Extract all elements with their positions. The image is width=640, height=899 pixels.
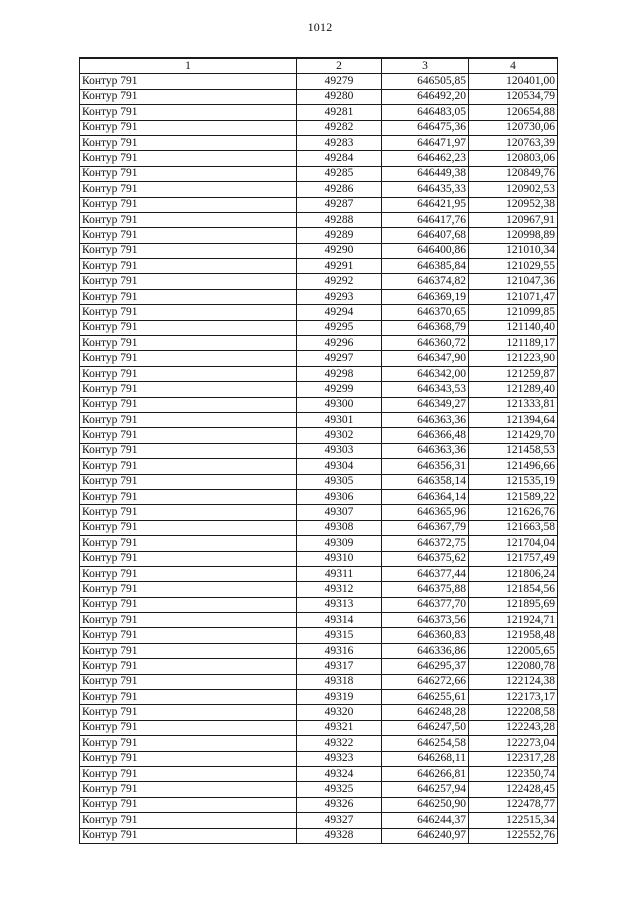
y-coordinate-cell: 121626,76 (469, 505, 558, 520)
table-row (80, 690, 558, 705)
x-coordinate-cell: 646421,95 (382, 197, 469, 212)
table-row (80, 166, 558, 181)
table-row (80, 613, 558, 628)
contour-cell: Контур 791 (80, 182, 297, 197)
table-row (80, 474, 558, 489)
contour-cell: Контур 791 (80, 643, 297, 658)
point-number-cell: 49322 (297, 736, 382, 751)
contour-cell: Контур 791 (80, 489, 297, 504)
x-coordinate-cell: 646248,28 (382, 705, 469, 720)
contour-cell: Контур 791 (80, 766, 297, 781)
contour-cell: Контур 791 (80, 566, 297, 581)
contour-cell: Контур 791 (80, 782, 297, 797)
contour-cell: Контур 791 (80, 582, 297, 597)
y-coordinate-cell: 122173,17 (469, 690, 558, 705)
contour-cell: Контур 791 (80, 228, 297, 243)
contour-cell: Контур 791 (80, 505, 297, 520)
point-number-cell: 49286 (297, 182, 382, 197)
y-coordinate-cell: 120534,79 (469, 89, 558, 104)
y-coordinate-cell: 121223,90 (469, 351, 558, 366)
contour-cell: Контур 791 (80, 459, 297, 474)
point-number-cell: 49313 (297, 597, 382, 612)
table-row (80, 766, 558, 781)
contour-cell: Контур 791 (80, 828, 297, 843)
x-coordinate-cell: 646375,62 (382, 551, 469, 566)
page-number: 1012 (307, 20, 333, 34)
table-row (80, 643, 558, 658)
y-coordinate-cell: 121757,49 (469, 551, 558, 566)
contour-cell: Контур 791 (80, 397, 297, 412)
contour-cell: Контур 791 (80, 736, 297, 751)
y-coordinate-cell: 121289,40 (469, 382, 558, 397)
point-number-cell: 49292 (297, 274, 382, 289)
table-row (80, 628, 558, 643)
y-coordinate-cell: 121394,64 (469, 412, 558, 427)
contour-cell: Контур 791 (80, 674, 297, 689)
contour-cell: Контур 791 (80, 259, 297, 274)
column-header-2: 2 (297, 58, 382, 74)
table-row (80, 182, 558, 197)
y-coordinate-cell: 121071,47 (469, 289, 558, 304)
x-coordinate-cell: 646342,00 (382, 366, 469, 381)
x-coordinate-cell: 646244,37 (382, 813, 469, 828)
y-coordinate-cell: 120952,38 (469, 197, 558, 212)
contour-cell: Контур 791 (80, 720, 297, 735)
table-row (80, 243, 558, 258)
contour-cell: Контур 791 (80, 412, 297, 427)
x-coordinate-cell: 646462,23 (382, 151, 469, 166)
contour-cell: Контур 791 (80, 243, 297, 258)
contour-cell: Контур 791 (80, 659, 297, 674)
table-row (80, 151, 558, 166)
table-row (80, 105, 558, 120)
y-coordinate-cell: 120998,89 (469, 228, 558, 243)
x-coordinate-cell: 646347,90 (382, 351, 469, 366)
y-coordinate-cell: 121047,36 (469, 274, 558, 289)
table-row (80, 813, 558, 828)
table-row (80, 782, 558, 797)
table-row (80, 736, 558, 751)
y-coordinate-cell: 120730,06 (469, 120, 558, 135)
y-coordinate-cell: 120849,76 (469, 166, 558, 181)
contour-cell: Контур 791 (80, 536, 297, 551)
point-number-cell: 49325 (297, 782, 382, 797)
x-coordinate-cell: 646360,83 (382, 628, 469, 643)
point-number-cell: 49315 (297, 628, 382, 643)
x-coordinate-cell: 646247,50 (382, 720, 469, 735)
point-number-cell: 49319 (297, 690, 382, 705)
table-row (80, 705, 558, 720)
contour-cell: Контур 791 (80, 105, 297, 120)
point-number-cell: 49318 (297, 674, 382, 689)
x-coordinate-cell: 646365,96 (382, 505, 469, 520)
x-coordinate-cell: 646363,36 (382, 443, 469, 458)
point-number-cell: 49296 (297, 336, 382, 351)
table-row (80, 135, 558, 150)
y-coordinate-cell: 121704,04 (469, 536, 558, 551)
point-number-cell: 49307 (297, 505, 382, 520)
point-number-cell: 49295 (297, 320, 382, 335)
contour-cell: Контур 791 (80, 135, 297, 150)
contour-cell: Контур 791 (80, 212, 297, 227)
contour-cell: Контур 791 (80, 289, 297, 304)
x-coordinate-cell: 646475,36 (382, 120, 469, 135)
point-number-cell: 49289 (297, 228, 382, 243)
x-coordinate-cell: 646483,05 (382, 105, 469, 120)
x-coordinate-cell: 646336,86 (382, 643, 469, 658)
table-row (80, 212, 558, 227)
x-coordinate-cell: 646360,72 (382, 336, 469, 351)
point-number-cell: 49309 (297, 536, 382, 551)
y-coordinate-cell: 121458,53 (469, 443, 558, 458)
x-coordinate-cell: 646266,81 (382, 766, 469, 781)
table-row (80, 443, 558, 458)
point-number-cell: 49294 (297, 305, 382, 320)
y-coordinate-cell: 121140,40 (469, 320, 558, 335)
y-coordinate-cell: 121099,85 (469, 305, 558, 320)
contour-cell: Контур 791 (80, 320, 297, 335)
y-coordinate-cell: 122478,77 (469, 797, 558, 812)
x-coordinate-cell: 646254,58 (382, 736, 469, 751)
point-number-cell: 49306 (297, 489, 382, 504)
y-coordinate-cell: 121806,24 (469, 566, 558, 581)
point-number-cell: 49298 (297, 366, 382, 381)
y-coordinate-cell: 121429,70 (469, 428, 558, 443)
x-coordinate-cell: 646471,97 (382, 135, 469, 150)
point-number-cell: 49293 (297, 289, 382, 304)
point-number-cell: 49288 (297, 212, 382, 227)
contour-cell: Контур 791 (80, 336, 297, 351)
table-row (80, 412, 558, 427)
x-coordinate-cell: 646385,84 (382, 259, 469, 274)
point-number-cell: 49303 (297, 443, 382, 458)
table-row (80, 505, 558, 520)
table-row (80, 520, 558, 535)
table-header-row (80, 58, 558, 74)
y-coordinate-cell: 121535,19 (469, 474, 558, 489)
y-coordinate-cell: 122552,76 (469, 828, 558, 843)
contour-cell: Контур 791 (80, 151, 297, 166)
table-row (80, 566, 558, 581)
x-coordinate-cell: 646257,94 (382, 782, 469, 797)
point-number-cell: 49308 (297, 520, 382, 535)
table-row (80, 120, 558, 135)
point-number-cell: 49283 (297, 135, 382, 150)
x-coordinate-cell: 646343,53 (382, 382, 469, 397)
table-row (80, 289, 558, 304)
x-coordinate-cell: 646368,79 (382, 320, 469, 335)
table-row (80, 351, 558, 366)
y-coordinate-cell: 122124,38 (469, 674, 558, 689)
table-row (80, 536, 558, 551)
x-coordinate-cell: 646377,44 (382, 566, 469, 581)
point-number-cell: 49316 (297, 643, 382, 658)
contour-cell: Контур 791 (80, 690, 297, 705)
x-coordinate-cell: 646250,90 (382, 797, 469, 812)
table-row (80, 489, 558, 504)
point-number-cell: 49302 (297, 428, 382, 443)
point-number-cell: 49290 (297, 243, 382, 258)
y-coordinate-cell: 122428,45 (469, 782, 558, 797)
y-coordinate-cell: 122005,65 (469, 643, 558, 658)
x-coordinate-cell: 646417,76 (382, 212, 469, 227)
contour-cell: Контур 791 (80, 197, 297, 212)
point-number-cell: 49299 (297, 382, 382, 397)
y-coordinate-cell: 122080,78 (469, 659, 558, 674)
y-coordinate-cell: 121854,56 (469, 582, 558, 597)
x-coordinate-cell: 646505,85 (382, 74, 469, 89)
y-coordinate-cell: 121589,22 (469, 489, 558, 504)
x-coordinate-cell: 646295,37 (382, 659, 469, 674)
point-number-cell: 49321 (297, 720, 382, 735)
table-body (80, 74, 558, 844)
point-number-cell: 49280 (297, 89, 382, 104)
contour-cell: Контур 791 (80, 305, 297, 320)
y-coordinate-cell: 121496,66 (469, 459, 558, 474)
point-number-cell: 49279 (297, 74, 382, 89)
y-coordinate-cell: 121259,87 (469, 366, 558, 381)
contour-cell: Контур 791 (80, 166, 297, 181)
contour-cell: Контур 791 (80, 474, 297, 489)
y-coordinate-cell: 121189,17 (469, 336, 558, 351)
contour-cell: Контур 791 (80, 597, 297, 612)
table-row (80, 428, 558, 443)
y-coordinate-cell: 121010,34 (469, 243, 558, 258)
point-number-cell: 49297 (297, 351, 382, 366)
x-coordinate-cell: 646366,48 (382, 428, 469, 443)
table-row (80, 228, 558, 243)
x-coordinate-cell: 646364,14 (382, 489, 469, 504)
contour-cell: Контур 791 (80, 551, 297, 566)
x-coordinate-cell: 646400,86 (382, 243, 469, 258)
point-number-cell: 49284 (297, 151, 382, 166)
contour-cell: Контур 791 (80, 628, 297, 643)
point-number-cell: 49287 (297, 197, 382, 212)
point-number-cell: 49314 (297, 613, 382, 628)
point-number-cell: 49291 (297, 259, 382, 274)
table-row (80, 797, 558, 812)
x-coordinate-cell: 646449,38 (382, 166, 469, 181)
table-row (80, 659, 558, 674)
y-coordinate-cell: 121029,55 (469, 259, 558, 274)
y-coordinate-cell: 122350,74 (469, 766, 558, 781)
x-coordinate-cell: 646369,19 (382, 289, 469, 304)
y-coordinate-cell: 120654,88 (469, 105, 558, 120)
x-coordinate-cell: 646375,88 (382, 582, 469, 597)
x-coordinate-cell: 646363,36 (382, 412, 469, 427)
table-row (80, 828, 558, 843)
point-number-cell: 49311 (297, 566, 382, 581)
y-coordinate-cell: 121663,58 (469, 520, 558, 535)
table-row (80, 320, 558, 335)
table-row (80, 336, 558, 351)
y-coordinate-cell: 121958,48 (469, 628, 558, 643)
x-coordinate-cell: 646377,70 (382, 597, 469, 612)
point-number-cell: 49312 (297, 582, 382, 597)
point-number-cell: 49323 (297, 751, 382, 766)
table-row (80, 397, 558, 412)
contour-cell: Контур 791 (80, 74, 297, 89)
table-row (80, 197, 558, 212)
table-row (80, 274, 558, 289)
point-number-cell: 49300 (297, 397, 382, 412)
contour-cell: Контур 791 (80, 751, 297, 766)
table-row (80, 551, 558, 566)
point-number-cell: 49327 (297, 813, 382, 828)
contour-cell: Контур 791 (80, 382, 297, 397)
table-row (80, 305, 558, 320)
x-coordinate-cell: 646372,75 (382, 536, 469, 551)
y-coordinate-cell: 122317,28 (469, 751, 558, 766)
x-coordinate-cell: 646272,66 (382, 674, 469, 689)
table-row (80, 720, 558, 735)
contour-cell: Контур 791 (80, 705, 297, 720)
contour-cell: Контур 791 (80, 89, 297, 104)
contour-cell: Контур 791 (80, 797, 297, 812)
point-number-cell: 49320 (297, 705, 382, 720)
x-coordinate-cell: 646356,31 (382, 459, 469, 474)
contour-cell: Контур 791 (80, 366, 297, 381)
column-header-3: 3 (382, 58, 469, 74)
y-coordinate-cell: 120401,00 (469, 74, 558, 89)
x-coordinate-cell: 646373,56 (382, 613, 469, 628)
x-coordinate-cell: 646268,11 (382, 751, 469, 766)
contour-cell: Контур 791 (80, 428, 297, 443)
x-coordinate-cell: 646492,20 (382, 89, 469, 104)
x-coordinate-cell: 646349,27 (382, 397, 469, 412)
y-coordinate-cell: 122243,28 (469, 720, 558, 735)
x-coordinate-cell: 646370,65 (382, 305, 469, 320)
point-number-cell: 49285 (297, 166, 382, 181)
table-row (80, 459, 558, 474)
x-coordinate-cell: 646374,82 (382, 274, 469, 289)
table-row (80, 382, 558, 397)
point-number-cell: 49324 (297, 766, 382, 781)
y-coordinate-cell: 122515,34 (469, 813, 558, 828)
table-row (80, 674, 558, 689)
y-coordinate-cell: 120803,06 (469, 151, 558, 166)
y-coordinate-cell: 122208,58 (469, 705, 558, 720)
column-header-4: 4 (469, 58, 558, 74)
y-coordinate-cell: 120967,91 (469, 212, 558, 227)
table-row (80, 582, 558, 597)
x-coordinate-cell: 646435,33 (382, 182, 469, 197)
y-coordinate-cell: 121924,71 (469, 613, 558, 628)
contour-cell: Контур 791 (80, 443, 297, 458)
column-header-1: 1 (80, 58, 297, 74)
table-row (80, 74, 558, 89)
point-number-cell: 49281 (297, 105, 382, 120)
table-row (80, 597, 558, 612)
point-number-cell: 49305 (297, 474, 382, 489)
point-number-cell: 49301 (297, 412, 382, 427)
contour-cell: Контур 791 (80, 351, 297, 366)
x-coordinate-cell: 646255,61 (382, 690, 469, 705)
table-row (80, 259, 558, 274)
point-number-cell: 49282 (297, 120, 382, 135)
contour-cell: Контур 791 (80, 274, 297, 289)
point-number-cell: 49326 (297, 797, 382, 812)
x-coordinate-cell: 646367,79 (382, 520, 469, 535)
table-row (80, 751, 558, 766)
contour-cell: Контур 791 (80, 120, 297, 135)
point-number-cell: 49317 (297, 659, 382, 674)
contour-cell: Контур 791 (80, 520, 297, 535)
point-number-cell: 49310 (297, 551, 382, 566)
x-coordinate-cell: 646358,14 (382, 474, 469, 489)
y-coordinate-cell: 120763,39 (469, 135, 558, 150)
point-number-cell: 49304 (297, 459, 382, 474)
y-coordinate-cell: 121333,81 (469, 397, 558, 412)
point-number-cell: 49328 (297, 828, 382, 843)
table-row (80, 366, 558, 381)
x-coordinate-cell: 646407,68 (382, 228, 469, 243)
y-coordinate-cell: 121895,69 (469, 597, 558, 612)
contour-cell: Контур 791 (80, 813, 297, 828)
y-coordinate-cell: 120902,53 (469, 182, 558, 197)
table-row (80, 89, 558, 104)
x-coordinate-cell: 646240,97 (382, 828, 469, 843)
contour-cell: Контур 791 (80, 613, 297, 628)
coordinates-table (79, 57, 558, 844)
y-coordinate-cell: 122273,04 (469, 736, 558, 751)
